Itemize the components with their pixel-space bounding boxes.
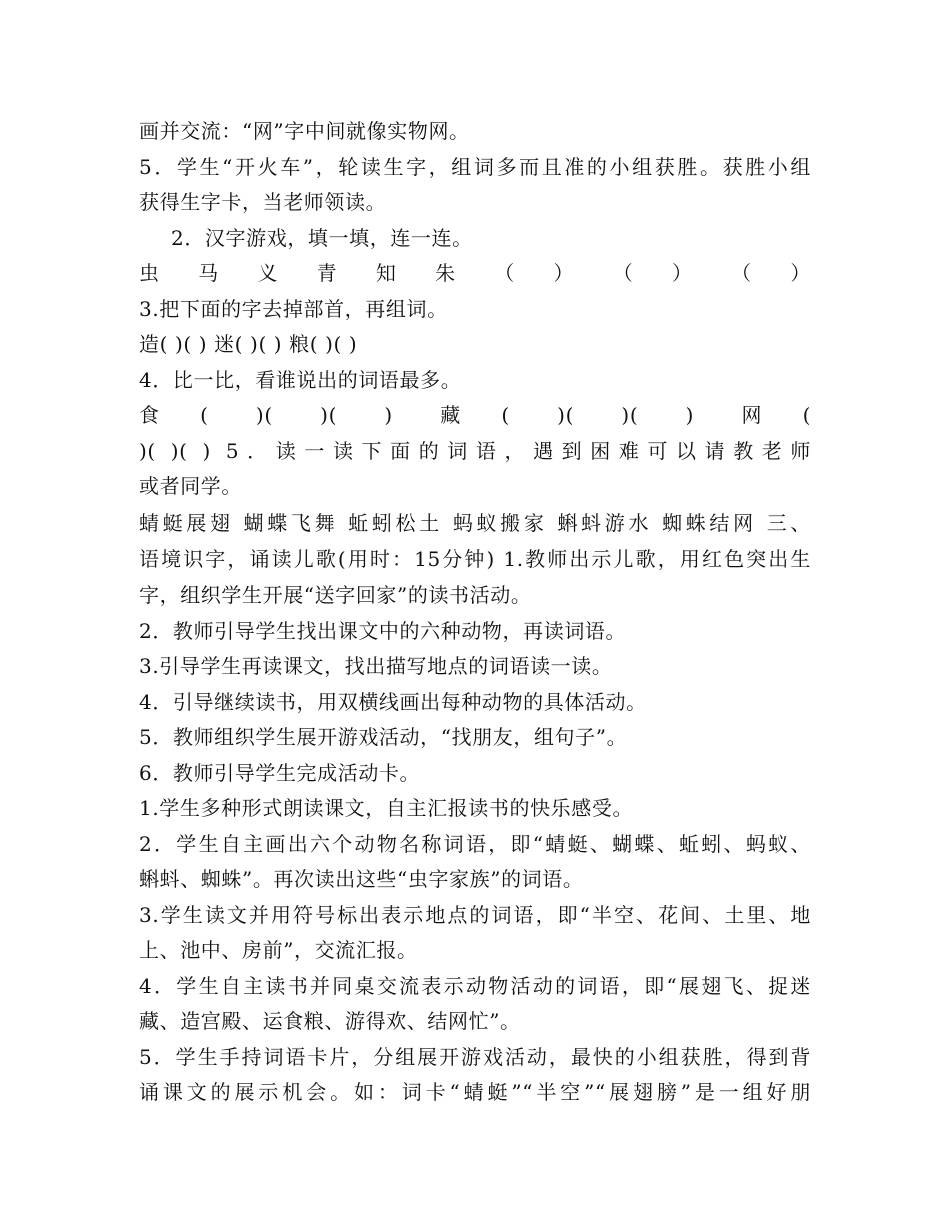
text-line: 2．学生自主画出六个动物名称词语，即“蜻蜓、蝴蝶、蚯蚓、蚂蚁、 (139, 832, 811, 856)
text-line: 藏、造宫殿、运食粮、游得欢、结网忙”。 (139, 1009, 521, 1033)
text-line: 诵课文的展示机会。如：词卡“蜻蜓”“半空”“展翅膀”是一组好朋 (139, 1080, 811, 1104)
text-line: 2．教师引导学生找出课文中的六种动物，再读词语。 (139, 619, 627, 643)
text-line: 3.引导学生再读课文，找出描写地点的词语读一读。 (139, 654, 613, 678)
text-line: 5．学生手持词语卡片，分组展开游戏活动，最快的小组获胜，得到背 (139, 1045, 811, 1069)
text-line: 字，组织学生开展“送字回家”的读书活动。 (139, 583, 532, 607)
text-line: 或者同学。 (139, 474, 242, 498)
text-line: 6．教师引导学生完成活动卡。 (139, 761, 421, 785)
text-line: 蝌蚪、蜘蛛”。再次读出这些“虫字家族”的词语。 (139, 867, 584, 891)
text-line: 3.把下面的字去掉部首，再组词。 (139, 297, 448, 321)
text-line: 5．教师组织学生展开游戏活动，“找朋友，组句子”。 (139, 725, 628, 749)
text-line: 造( )( ) 迷( )( ) 粮( )( ) (139, 332, 358, 356)
text-line: 4．学生自主读书并同桌交流表示动物活动的词语，即“展翅飞、捉迷 (139, 974, 811, 998)
text-line: 1.学生多种形式朗读课文，自主汇报读书的快乐感受。 (139, 796, 634, 820)
text-line: 2．汉字游戏，填一填，连一连。 (171, 226, 473, 250)
text-line: 4．比一比，看谁说出的词语最多。 (139, 368, 462, 392)
text-line: 4．引导继续读书，用双横线画出每种动物的具体活动。 (139, 690, 647, 714)
text-line: 3.学生读文并用符号标出表示地点的词语，即“半空、花间、土里、地 (139, 903, 811, 927)
text-line: )( )( ) 5．读一读下面的词语，遇到困难可以请教老师 (139, 439, 811, 463)
text-line: 获得生字卡，当老师领读。 (139, 190, 387, 214)
text-line: 上、池中、房前”，交流汇报。 (139, 938, 418, 962)
text-line: 虫 马 义 青 知 朱 （ ） （ ） （ ） (139, 261, 811, 285)
text-line: 食( )( )( ) 藏( )( )( ) 网( (139, 403, 811, 427)
text-line: 语境识字，诵读儿歌(用时：15分钟) 1.教师出示儿歌，用红色突出生 (139, 547, 811, 571)
text-line: 5．学生“开火车”，轮读生字，组词多而且准的小组获胜。获胜小组 (139, 155, 811, 179)
text-line: 蜻蜓展翅 蝴蝶飞舞 蚯蚓松土 蚂蚁搬家 蝌蚪游水 蜘蛛结网 三、 (139, 511, 811, 535)
text-line: 画并交流：“网”字中间就像实物网。 (139, 119, 470, 143)
